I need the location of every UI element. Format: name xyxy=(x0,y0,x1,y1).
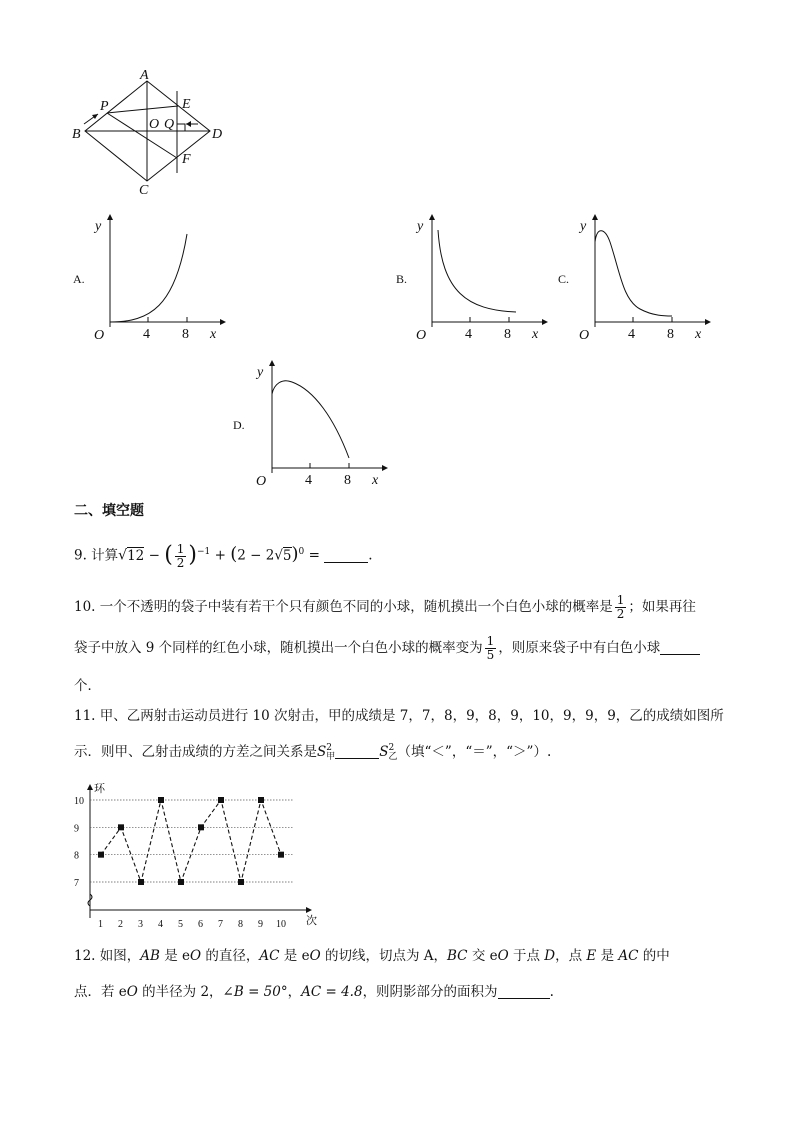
graph-d-tick-8: 8 xyxy=(344,473,351,488)
q12-e3: e xyxy=(489,948,498,964)
graph-d-x-label: x xyxy=(372,473,379,488)
question-12-line-2 xyxy=(74,977,554,1007)
q12-end: . xyxy=(549,984,554,1000)
q12-o2: O xyxy=(309,948,321,964)
label-B: B xyxy=(72,127,81,142)
graph-d-y-label: y xyxy=(257,365,264,380)
x-tick-label-1: 1 xyxy=(98,919,103,930)
graph-a-origin: O xyxy=(94,328,105,343)
q12-t9: 的中 xyxy=(638,948,670,964)
chart-y-label: 环 xyxy=(94,783,105,795)
q12-bc: BC xyxy=(447,948,468,964)
q12-e: E xyxy=(586,948,597,964)
x-tick-label-8: 8 xyxy=(238,919,243,930)
data-point-9 xyxy=(258,797,264,803)
graph-d-origin: O xyxy=(256,474,267,489)
q9-plus: + xyxy=(210,547,231,564)
q11-s-jia: S xyxy=(317,744,327,760)
q12-t6: 于点 xyxy=(508,948,545,964)
label-Q: Q xyxy=(164,117,175,132)
data-point-6 xyxy=(198,824,204,830)
data-point-2 xyxy=(118,824,124,830)
data-point-8 xyxy=(238,879,244,885)
graph-c-x-label: x xyxy=(695,327,702,342)
graph-c xyxy=(575,212,715,344)
q11-sup1: 2 xyxy=(326,742,332,753)
graph-a-y-label: y xyxy=(95,219,102,234)
q10-f1-den: 2 xyxy=(616,607,625,621)
graph-b xyxy=(412,212,552,344)
graph-d-tick-4: 4 xyxy=(305,473,312,488)
q10-line1a: 10. 一个不透明的袋子中装有若干个只有颜色不同的小球，随机摸出一个白色小球的概率是 xyxy=(74,599,613,615)
rhombus-figure xyxy=(60,66,240,196)
q11-line2b: （填“＜”，“＝”，“＞”）. xyxy=(397,744,552,760)
y-tick-label-8: 8 xyxy=(74,850,79,862)
q9-prefix: 9. 计算 xyxy=(74,547,119,564)
q9-half-fraction xyxy=(175,543,187,570)
x-tick-label-3: 3 xyxy=(138,919,143,930)
q12-o3: O xyxy=(497,948,509,964)
data-point-3 xyxy=(138,879,144,885)
x-tick-label-10: 10 xyxy=(276,919,286,930)
y-tick-label-10: 10 xyxy=(74,796,84,807)
question-9: 9. 计算√12 − ( $\frac{1}{2}$ )$^{-1} + (2 - 2√5)^0$ = . xyxy=(74,541,373,570)
q12-t8: 是 xyxy=(596,948,619,964)
q11-line2a: 示．则甲、乙射击成绩的方差之间关系是 xyxy=(74,744,317,760)
q12-t4: 的切线，切点为 A， xyxy=(320,948,448,964)
q12-prefix: 12. 如图， xyxy=(74,948,141,964)
question-11-line-2 xyxy=(74,737,551,767)
q12-t12: ，则阴影部分的面积为 xyxy=(362,984,498,1000)
q11-s-yi: S xyxy=(379,744,389,760)
q11-answer-blank[interactable] xyxy=(335,744,379,759)
graph-b-x-label: x xyxy=(532,327,539,342)
x-tick-label-6: 6 xyxy=(198,919,203,930)
q11-sub-yi: 乙 xyxy=(388,751,398,762)
option-d-label: D. xyxy=(233,418,245,432)
graph-a-tick-8: 8 xyxy=(182,327,189,342)
score-line-chart xyxy=(68,778,328,930)
label-F: F xyxy=(182,152,191,167)
graph-a-tick-4: 4 xyxy=(143,327,150,342)
option-c-label: C. xyxy=(558,272,570,286)
data-point-10 xyxy=(278,852,284,858)
q12-t10: 的半径为 2， xyxy=(137,984,223,1000)
q11-sub-jia: 甲 xyxy=(326,751,336,762)
chart-y-arrow xyxy=(87,784,93,790)
q11-line1: 11. 甲、乙两射击运动员进行 10 次射击，甲的成绩是 7，7，8，9，8，9，10，9，9，9，乙的成绩如图所 xyxy=(74,708,724,724)
q12-t7: ，点 xyxy=(555,948,587,964)
x-tick-label-9: 9 xyxy=(258,919,263,930)
label-C: C xyxy=(139,183,149,196)
q9-exp-neg1: −1 xyxy=(197,547,211,557)
q10-line2b: ，则原来袋子中有白色小球 xyxy=(498,640,661,656)
question-10-line-2 xyxy=(74,633,700,663)
q12-angle: ∠B = 50° xyxy=(222,984,288,1000)
q10-line2a: 袋子中放入 9 个同样的红色小球，随机摸出一个白色小球的概率变为 xyxy=(74,640,483,656)
q10-f1-num: 1 xyxy=(616,593,625,607)
q12-ac2: AC xyxy=(618,948,639,964)
data-point-4 xyxy=(158,797,164,803)
q10-line3: 个． xyxy=(74,678,101,694)
q9-exp-0: 0 xyxy=(298,547,305,557)
q9-sqrt12: 12 xyxy=(127,547,145,564)
question-12-line-1 xyxy=(74,941,670,971)
section-title: 二、填空题 xyxy=(74,503,144,519)
label-O: O xyxy=(149,117,160,132)
q9-minus: − xyxy=(144,547,165,564)
q12-t11: ， xyxy=(287,984,302,1000)
q12-ac-value: AC = 4.8 xyxy=(301,984,363,1000)
q12-ab: AB xyxy=(140,948,160,964)
q9-half-den: 2 xyxy=(176,555,185,570)
q10-frac-fifth xyxy=(485,635,497,662)
x-tick-label-4: 4 xyxy=(158,919,163,930)
data-point-1 xyxy=(98,852,104,858)
label-A: A xyxy=(140,68,149,83)
label-D: D xyxy=(212,127,223,142)
q12-e2: e xyxy=(301,948,310,964)
chart-x-arrow xyxy=(306,907,312,913)
q12-e4: e xyxy=(118,984,127,1000)
q12-line2a: 点．若 xyxy=(74,984,119,1000)
graph-b-tick-8: 8 xyxy=(504,327,511,342)
q12-e1: e xyxy=(182,948,191,964)
q9-answer-blank[interactable] xyxy=(324,548,368,563)
chart-x-label: 次 xyxy=(306,915,317,927)
q10-answer-blank[interactable] xyxy=(660,640,700,655)
option-b-label: B. xyxy=(396,272,408,286)
graph-a xyxy=(90,212,230,344)
data-point-7 xyxy=(218,797,224,803)
data-point-5 xyxy=(178,879,184,885)
q9-end: . xyxy=(368,547,373,564)
q12-o1: O xyxy=(190,948,202,964)
q12-o4: O xyxy=(126,984,138,1000)
graph-c-y-label: y xyxy=(580,219,587,234)
y-tick-label-7: 7 xyxy=(74,878,79,889)
graph-b-y-label: y xyxy=(417,219,424,234)
graph-c-origin: O xyxy=(579,328,590,343)
q10-line1b: ；如果再往 xyxy=(628,599,696,615)
q12-d: D xyxy=(544,948,556,964)
graph-b-origin: O xyxy=(416,328,427,343)
series-line xyxy=(101,800,281,882)
q9-paren-expr: 2 − 2 xyxy=(237,547,275,564)
option-a-label: A. xyxy=(73,272,85,286)
graph-c-tick-8: 8 xyxy=(667,327,674,342)
graph-a-x-label: x xyxy=(210,327,217,342)
x-tick-label-5: 5 xyxy=(178,919,183,930)
graph-c-tick-4: 4 xyxy=(628,327,635,342)
q12-ac: AC xyxy=(259,948,280,964)
q12-t2: 的直径， xyxy=(201,948,260,964)
q12-t3: 是 xyxy=(279,948,302,964)
x-tick-label-7: 7 xyxy=(218,919,223,930)
x-tick-label-2: 2 xyxy=(118,919,123,930)
q9-half-num: 1 xyxy=(176,541,185,556)
q10-f2-num: 1 xyxy=(486,634,495,648)
question-10-line-1 xyxy=(74,592,696,622)
q12-answer-blank[interactable] xyxy=(498,984,550,999)
label-E: E xyxy=(182,97,191,112)
q12-t1: 是 xyxy=(159,948,183,964)
q9-equals: = xyxy=(304,547,325,564)
q12-t5: 交 xyxy=(467,948,490,964)
q10-f2-den: 5 xyxy=(486,648,495,662)
label-P: P xyxy=(100,99,109,114)
graph-d xyxy=(252,358,392,490)
q11-sup2: 2 xyxy=(388,742,395,753)
y-tick-label-9: 9 xyxy=(74,823,79,835)
q9-sqrt5: 5 xyxy=(282,547,292,564)
graph-b-tick-4: 4 xyxy=(465,327,472,342)
q10-frac-half xyxy=(615,594,627,621)
